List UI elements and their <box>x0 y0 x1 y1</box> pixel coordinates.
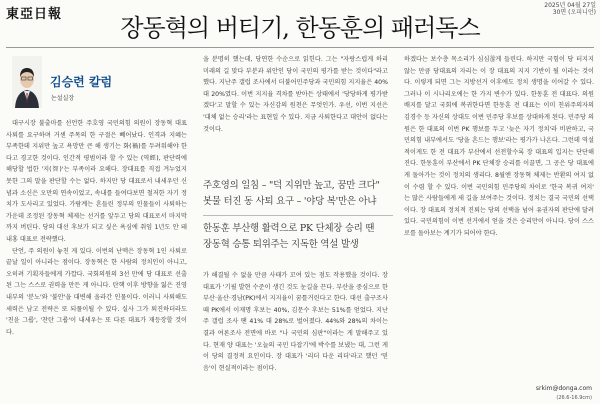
article-body-column-3 <box>404 54 594 389</box>
date-text: 2025년 04월 27일 <box>544 2 596 9</box>
pull-quote-divider <box>203 215 393 216</box>
pull-quote: 주호영의 일침 – "덕 지위만 높고, 꿈만 크다" <box>203 180 380 191</box>
paragraph: 가 해결될 수 없을 만큼 사태가 꼬여 있는 점도 작용했을 것이다. 장 대표가 '기필 발현 수준이 생긴 것도 눈길을 끈다. 부산을 중심으로 한 부산·울산·경남(PK)에서 지지율이 꿈틀거린다고 한다. 대선 출구조사 때 PK에서 이재명 후보는 40%, 김문수 후보는 51%를 얻었다. 지난주 갤럽 조사 땐 41% 대 28%로 벌어졌다. 44%와 28%의 차이는 결과 여론조사 전면에 바로 "나 국민의 심판"이라는 게 말해주고 있다. 현재 양 대표는 '오늘의 국민 다잡기'에 박수를 보냈는 대, 그런 게 이 당의 결정적 요인이다. 장 대표가 '리더 다운 리더'라고 했던 '믿음'이 현실적이라는 점이다. <box>203 272 388 372</box>
article-body-column-2 <box>203 54 388 166</box>
page-section-text: 30면 (오피니언) <box>552 9 596 16</box>
paragraph: 단언, 주 의원이 놓친 게 있다. 이번의 난맥은 장동혁 1인 사퇴로 끝날 일이 아니라는 점이다. 장동혁은 한 사람의 정치인이 아니고, 오히려 기획자들에게 가깝다. 국회의원의 3선 만에 당 대표로 선출된 그는 스스로 권력을 만든 게 아니다. 탄핵 이후 방향을 잃은 진영 내부의 '분노'와 '불안'을 대변해 올라간 인물이다. 이러니 사퇴해도 세력은 남고 전략은 또 되풀이될 수 있다. 실사 그가 퇴진하더라도 '친윤 그룹', '찬탄 그룹'이 내세우는 또 다른 대표가 재등장할 것이다. <box>6 247 187 336</box>
paragraph: 대구시장 불출마를 선언한 주호영 국민의힘 의원이 장동혁 대표 사퇴를 요구하며 거센 주목의 한 구절은 빼어났다. 인격과 지혜는 부족한데 지위만 높고 욕망만 큰 해 생기는 화(禍)를 두려워해야 한다고 경고한 것이다. 인간적 평범이라 할 수 있는 (역經), 판단력에 해당할 법한 '지(智)'는 부족이라 요해다. 장대표를 직접 겨누었지 못한 그의 말을 판단할 수는 없다. 하지만 당 대표로서 내세우던 신념과 소신은 오만의 연속이었고, 속내를 들여다보면 철저한 자기 정치가 도사리고 있었다. 가람계는 흔들린 정부의 인물들이 사퇴하는 가운데 조정된 장동혁 체제는 선거를 앞두고 당의 대표로서 마지막까지 버틴다. 당의 대선 후보가 되고 싶은 욕심에 취임 1년도 안 돼 내홍 대표로 전략했다. <box>6 120 187 243</box>
columnist-name: 김승련 칼럼 <box>50 75 113 89</box>
article-size-code: (26.6-16.9cm) <box>556 395 592 401</box>
paragraph: 을 분명히 했는데, 당연한 수순으로 읽힌다. 그는 "자랑스럽게 하리 미래의 길 맞다 부분과 위안인 당이 국민의 평가를 받는 것이다"라고 했다. 지난주 갤럽 조사에서 더불어민주당과 국민의힘 지지율은 40% 대 20%였다. 이번 지지율 격차를 받아든 상태에서 '당당하게 평가받겠다'고 말할 수 있는 자신감의 원천은 무엇인가. 우선, 이번 지선은 '대체 없는 승리'라는 표현일 수 있다. 지금 사퇴한다고 대안이 없다는 것이다. <box>203 56 388 133</box>
article-body-column-1 <box>6 118 187 400</box>
author-email: srkim@donga.com <box>535 385 592 392</box>
masthead: 東亞日報 <box>6 7 63 22</box>
columnist-portrait <box>12 56 42 108</box>
pull-quote: 장동혁 승통 퇴위주는 지독한 역설 발생 <box>203 239 359 250</box>
pull-quote-box <box>203 178 393 253</box>
columnist-role: 논설실장 <box>51 95 75 102</box>
headline-divider <box>6 47 594 48</box>
pull-quote: 봇물 터진 동 사퇴 요구 – '야당 복'만은 아냐 <box>203 196 377 207</box>
article-body-column-2-continued <box>203 270 388 400</box>
pull-quote: 한동훈 부산행 활력으로 PK 단체장 승리 땐 <box>203 223 375 234</box>
paragraph: 하겠다는 보수층 목소리가 심심찮게 들린다. 하지만 국힘이 당 터지지 않는 만큼 당대표의 자리는 이 장 대표의 지지 기반이 될 이라는 것이다. 이렇게 되면 그는 지방선거 이후에도 정치 생명을 이어갈 수 있다. 그러나 이 시나리오에는 한 가지 변수가 있다. 한동훈 전 대표다. 의원 배지를 달고 국회에 복귀한다면 한동훈 전 대표는 이미 친위주의자의 김경수 등 자신의 상대도 이번 민주당 후보를 상대하게 된다. 민주당 의원은 한 대표의 이번 PK 행보를 두고 '늦은 자기 정치'라 비판하고, 국민의힘 내부에서도 '당을 흔드는 행보'라는 평가가 나온다. 그런데 역설적이게도 한 전 대표가 부산에서 선전할수록 장 대표의 입지는 단단해진다. 한동훈이 부산에서 PK 단체장 승리를 이끌면, 그 공은 당 대표에게 돌아가는 것이 정치의 생리다. 8월엔 장동혁 체제는 반환의 여지 없이 수렴 할 수 있다. 이번 국민의힘 민주당의 차이로 '한국 복귀 여지' 는 많은 사람들에게 새 길을 보여주는 것이다. 정치는 결국 국민의 선택이다. 장 대표의 정치적 진퇴는 당의 선택을 넘어 유권자의 판단에 달려 있다. 국민의힘이 이번 선거에서 얻을 것은 승리만이 아니다. 당이 스스로를 돌아보는 계기가 되어야 한다. <box>404 56 594 237</box>
article-headline: 장동혁의 버티기, 한동훈의 패러독스 <box>120 14 480 42</box>
